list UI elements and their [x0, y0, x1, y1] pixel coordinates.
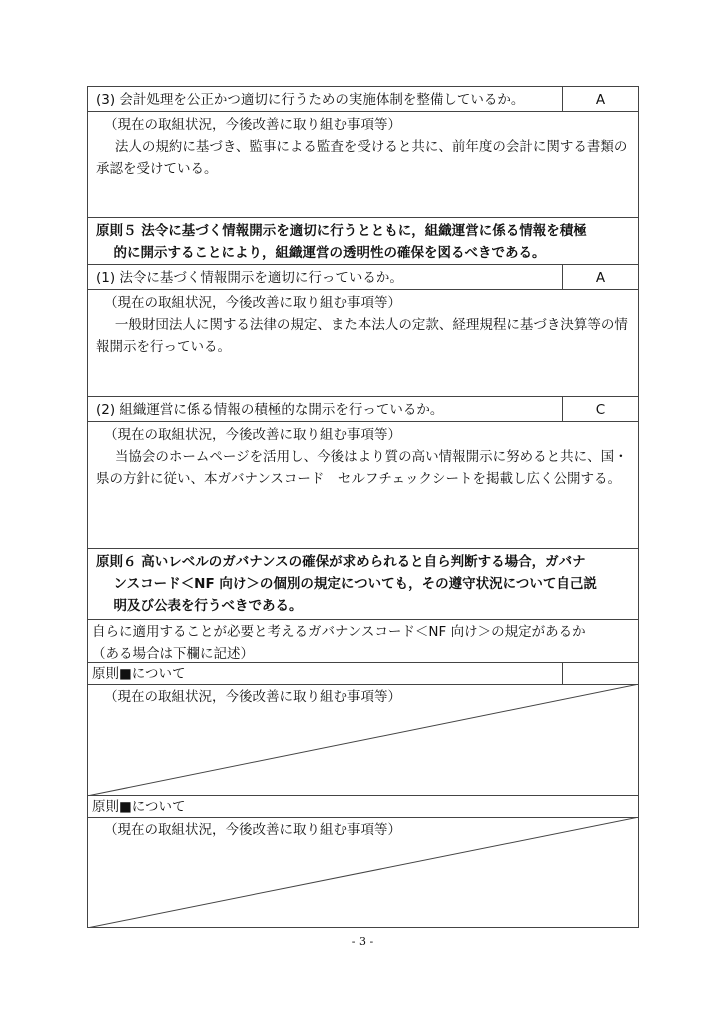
section-b-note: （現在の取組状況，今後改善に取り組む事項等） [104, 822, 401, 838]
item3-content [87, 111, 639, 218]
principle6-heading [87, 548, 639, 620]
item5-2-content [87, 421, 639, 549]
section-a-grade [562, 662, 639, 685]
principle6-line2: ンスコード＜NF 向け＞の個別の規定についても，その遵守状況について自己説 [113, 576, 597, 592]
item3-grade [562, 86, 639, 112]
item5-2-grade-text: C [595, 402, 606, 418]
section-b-strike-line [87, 817, 639, 928]
principle6-line1: 原則６ 高いレベルのガバナンスの確保が求められると自ら判断する場合，ガバナ [96, 554, 586, 570]
section-a-strike-line [87, 684, 639, 796]
section-a-title-text: 原則■について [92, 666, 186, 682]
applicability-line2: （ある場合は下欄に記述） [92, 646, 254, 662]
item5-1-grade-text: A [595, 270, 606, 286]
page-number: - 3 - [351, 935, 374, 948]
item5-1-note: （現在の取組状況，今後改善に取り組む事項等） [104, 295, 401, 311]
item5-2-note: （現在の取組状況，今後改善に取り組む事項等） [104, 427, 401, 443]
applicability-row [87, 619, 639, 663]
item5-1-content [87, 289, 639, 397]
principle6-line3: 明及び公表を行うべきである。 [113, 598, 303, 614]
principle5-line1: 原則５ 法令に基づく情報開示を適切に行うとともに，組織運営に係る情報を積極 [96, 223, 587, 239]
item5-2-body: 当協会のホームページを活用し、今後はより質の高い情報開示に努めると共に、国・県の方針に従い、本ガバナンスコード セルフチェックシートを掲載し広く公開する。 [96, 449, 628, 487]
item3-grade-text: A [595, 92, 606, 108]
section-a-note: （現在の取組状況，今後改善に取り組む事項等） [104, 689, 401, 705]
item5-1-title-text: (1) 法令に基づく情報開示を適切に行っているか。 [96, 270, 403, 286]
principle5-heading [87, 217, 639, 265]
section-b-title-text: 原則■について [92, 799, 186, 815]
item3-note: （現在の取組状況，今後改善に取り組む事項等） [104, 117, 401, 133]
principle5-line2: 的に開示することにより，組織運営の透明性の確保を図るべきである。 [113, 245, 546, 261]
item5-1-title [87, 264, 563, 290]
item3-body: 法人の規約に基づき、監事による監査を受けると共に、前年度の会計に関する書類の承認を受けている。 [96, 139, 628, 177]
section-a-title [87, 662, 563, 685]
item5-2-title [87, 396, 563, 422]
item5-2-grade [562, 396, 639, 422]
section-b-title [87, 795, 639, 818]
item3-title [87, 86, 563, 112]
item5-2-title-text: (2) 組織運営に係る情報の積極的な開示を行っているか。 [96, 402, 444, 418]
applicability-line1: 自らに適用することが必要と考えるガバナンスコード＜NF 向け＞の規定があるか [92, 624, 586, 640]
item3-title-text: (3) 会計処理を公正かつ適切に行うための実施体制を整備しているか。 [96, 92, 525, 108]
item5-1-body: 一般財団法人に関する法律の規定、また本法人の定款、経理規程に基づき決算等の情報開示を行っている。 [96, 317, 628, 355]
item5-1-grade [562, 264, 639, 290]
